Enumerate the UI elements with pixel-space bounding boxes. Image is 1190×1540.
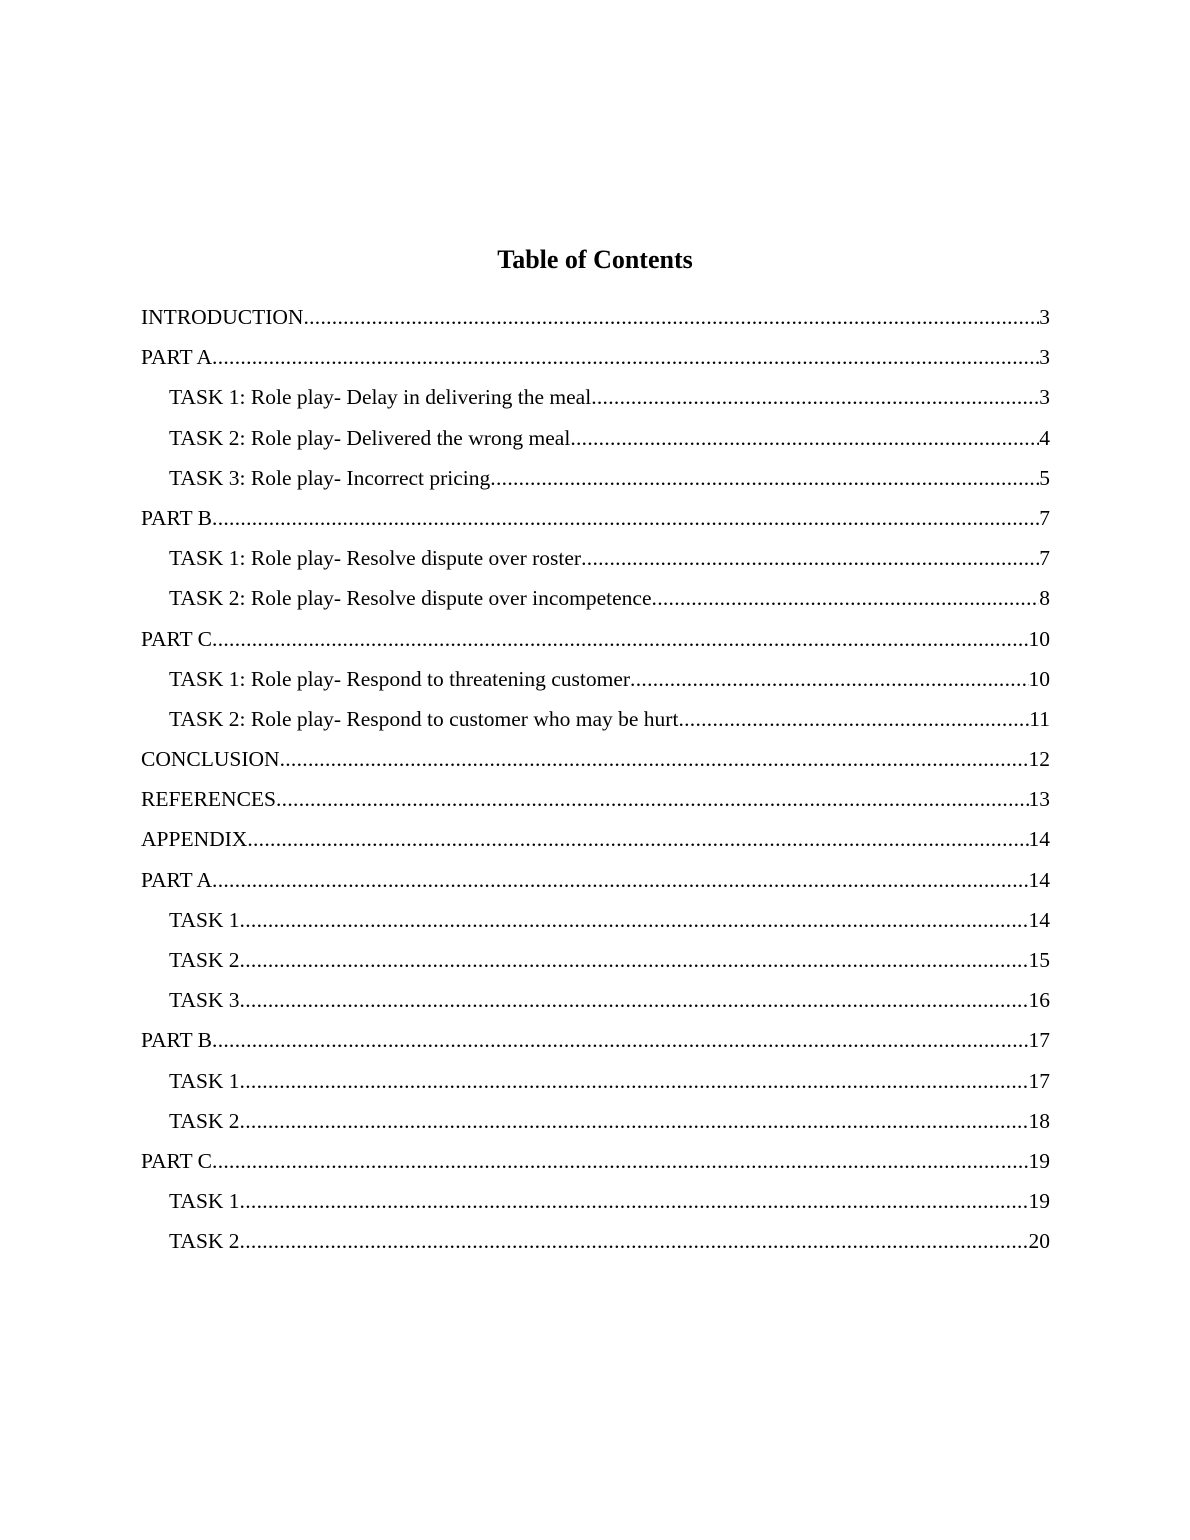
toc-entry-part-c-task-1[interactable] — [141, 662, 1050, 702]
toc-entry-page: 3 — [1039, 305, 1050, 329]
toc-entry-page: 10 — [1028, 666, 1050, 691]
toc-entry-appendix-part-b-task-2[interactable] — [141, 1104, 1050, 1144]
toc-entry-appendix-part-a-task-1[interactable] — [141, 903, 1050, 943]
toc-entry-page: 11 — [1029, 706, 1050, 731]
toc-entry-introduction[interactable] — [141, 300, 1050, 340]
toc-dot-leader — [240, 903, 1029, 937]
toc-entry-part-a-task-3[interactable] — [141, 461, 1050, 501]
toc-entry-label: PART C — [141, 1148, 213, 1173]
toc-entry-page: 7 — [1039, 505, 1050, 530]
toc-entry-appendix-part-b[interactable] — [141, 1023, 1050, 1063]
toc-dot-leader — [212, 1144, 1028, 1178]
toc-entry-label: TASK 1: Role play- Delay in delivering the meal — [169, 385, 592, 410]
toc-dot-leader — [678, 702, 1029, 736]
toc-entry-label: TASK 1: Role play- Resolve dispute over roster — [169, 546, 582, 571]
toc-entry-part-b[interactable] — [141, 501, 1050, 541]
toc-dot-leader — [240, 983, 1029, 1017]
toc-entry-page: 14 — [1028, 907, 1050, 932]
toc-dot-leader — [240, 1104, 1029, 1138]
toc-dot-leader — [240, 943, 1029, 977]
toc-dot-leader — [490, 461, 1039, 495]
toc-entry-appendix-part-c-task-2[interactable] — [141, 1224, 1050, 1264]
toc-dot-leader — [581, 541, 1039, 575]
toc-dot-leader — [591, 380, 1039, 414]
toc-entry-label: APPENDIX — [141, 827, 248, 852]
toc-list — [141, 300, 1050, 1265]
toc-entry-part-c-task-2[interactable] — [141, 702, 1050, 742]
toc-dot-leader — [212, 501, 1039, 535]
toc-entry-label: TASK 1 — [169, 1068, 240, 1093]
toc-entry-page: 19 — [1028, 1148, 1050, 1173]
toc-entry-label: PART A — [141, 345, 213, 370]
toc-entry-page: 3 — [1039, 385, 1050, 410]
toc-entry-page: 10 — [1028, 626, 1050, 651]
toc-entry-page: 20 — [1028, 1229, 1050, 1254]
toc-dot-leader — [280, 742, 1029, 776]
toc-entry-label: CONCLUSION — [141, 747, 280, 772]
toc-entry-label: INTRODUCTION — [141, 305, 304, 329]
toc-dot-leader — [570, 421, 1039, 455]
toc-entry-page: 16 — [1028, 988, 1050, 1013]
toc-entry-page: 14 — [1028, 867, 1050, 892]
toc-entry-label: TASK 2: Role play- Respond to customer who may be hurt — [169, 706, 679, 731]
toc-entry-label: TASK 3: Role play- Incorrect pricing — [169, 465, 491, 490]
toc-entry-conclusion[interactable] — [141, 742, 1050, 782]
toc-dot-leader — [212, 340, 1039, 374]
toc-dot-leader — [276, 782, 1029, 816]
toc-entry-references[interactable] — [141, 782, 1050, 822]
toc-entry-label: PART B — [141, 505, 213, 530]
toc-entry-page: 13 — [1028, 787, 1050, 812]
toc-entry-page: 17 — [1028, 1028, 1050, 1053]
toc-entry-label: PART C — [141, 626, 213, 651]
toc-entry-label: TASK 1 — [169, 1189, 240, 1214]
toc-entry-label: PART A — [141, 867, 213, 892]
toc-entry-label: TASK 1 — [169, 907, 240, 932]
toc-entry-appendix[interactable] — [141, 822, 1050, 862]
toc-entry-label: TASK 2: Role play- Resolve dispute over incompetence — [169, 586, 652, 611]
toc-entry-part-a[interactable] — [141, 340, 1050, 380]
toc-entry-page: 14 — [1028, 827, 1050, 852]
toc-dot-leader — [240, 1184, 1029, 1218]
toc-entry-page: 15 — [1028, 948, 1050, 972]
toc-entry-part-a-task-2[interactable] — [141, 421, 1050, 461]
toc-entry-label: TASK 3 — [169, 988, 240, 1013]
toc-entry-page: 4 — [1039, 425, 1050, 450]
toc-entry-label: TASK 1: Role play- Respond to threatening customer — [169, 666, 631, 691]
toc-dot-leader — [212, 863, 1028, 897]
toc-dot-leader — [240, 1224, 1029, 1258]
toc-dot-leader — [652, 581, 1040, 615]
toc-entry-part-b-task-2[interactable] — [141, 581, 1050, 621]
toc-entry-appendix-part-a-task-2[interactable] — [141, 943, 1050, 983]
toc-entry-appendix-part-c-task-1[interactable] — [141, 1184, 1050, 1224]
toc-entry-page: 12 — [1028, 747, 1050, 772]
toc-entry-page: 17 — [1028, 1068, 1050, 1093]
toc-entry-part-a-task-1[interactable] — [141, 380, 1050, 420]
toc-dot-leader — [247, 822, 1028, 856]
toc-entry-page: 7 — [1039, 546, 1050, 571]
toc-entry-page: 5 — [1039, 465, 1050, 490]
toc-dot-leader — [212, 622, 1028, 656]
toc-dot-leader — [303, 300, 1039, 334]
toc-entry-label: PART B — [141, 1028, 213, 1053]
toc-entry-label: TASK 2 — [169, 948, 240, 972]
toc-entry-part-b-task-1[interactable] — [141, 541, 1050, 581]
toc-dot-leader — [630, 662, 1028, 696]
toc-entry-label: REFERENCES — [141, 787, 276, 812]
toc-title: Table of Contents — [497, 245, 693, 274]
toc-entry-part-c[interactable] — [141, 622, 1050, 662]
toc-entry-label: TASK 2 — [169, 1108, 240, 1133]
toc-entry-page: 18 — [1028, 1108, 1050, 1133]
toc-entry-appendix-part-a[interactable] — [141, 863, 1050, 903]
toc-entry-appendix-part-b-task-1[interactable] — [141, 1064, 1050, 1104]
toc-dot-leader — [212, 1023, 1028, 1057]
toc-entry-appendix-part-c[interactable] — [141, 1144, 1050, 1184]
toc-entry-page: 8 — [1039, 586, 1050, 611]
toc-entry-label: TASK 2: Role play- Delivered the wrong meal — [169, 425, 571, 450]
toc-entry-label: TASK 2 — [169, 1229, 240, 1254]
toc-entry-page: 19 — [1028, 1189, 1050, 1214]
toc-entry-appendix-part-a-task-3[interactable] — [141, 983, 1050, 1023]
toc-dot-leader — [240, 1064, 1029, 1098]
toc-entry-page: 3 — [1039, 345, 1050, 370]
